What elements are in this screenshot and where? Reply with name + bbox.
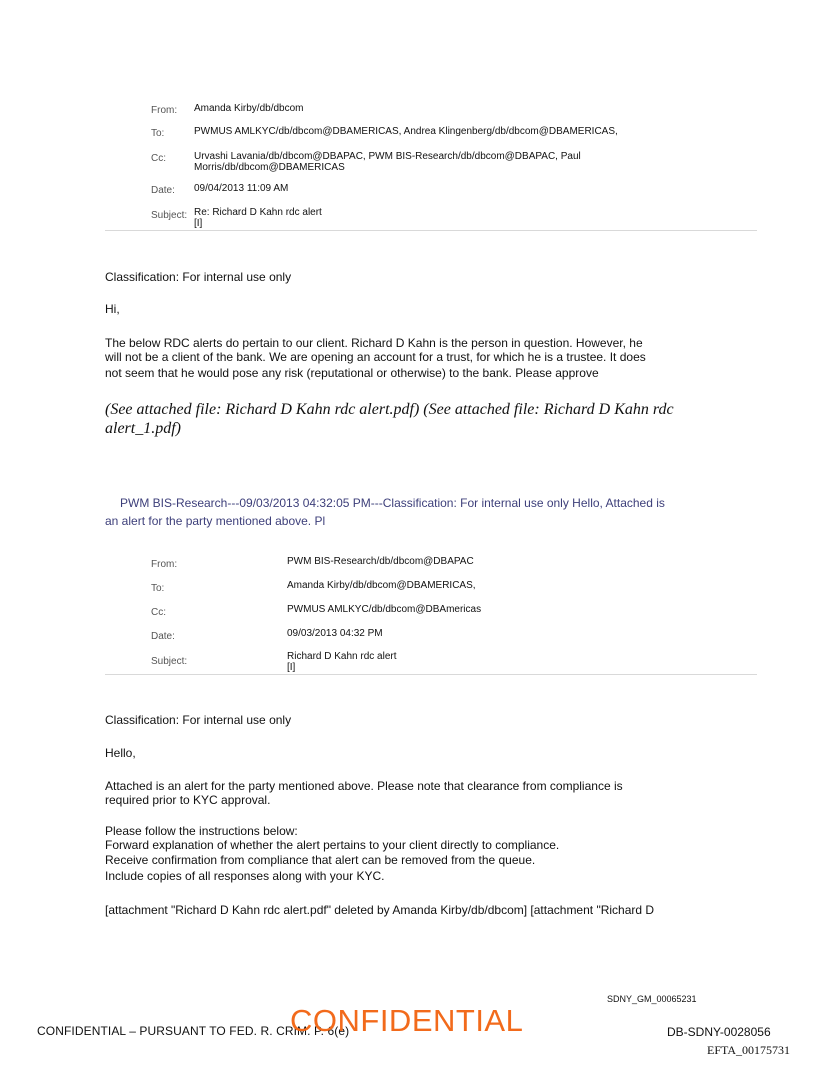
instructions-line3: Receive confirmation from compliance that alert can be removed from the queue. xyxy=(105,853,536,867)
instructions-line4: Include copies of all responses along with your KYC. xyxy=(105,869,385,883)
date-value: 09/03/2013 04:32 PM xyxy=(287,628,383,639)
greeting: Hello, xyxy=(105,746,136,760)
body-paragraph-line3: not seem that he would pose any risk (reputational or otherwise) to the bank. Please approve xyxy=(105,366,599,380)
subject-value-line1: Richard D Kahn rdc alert xyxy=(287,651,397,662)
date-label: Date: xyxy=(151,631,175,642)
cc-label: Cc: xyxy=(151,607,166,618)
bates-number-efta: EFTA_00175731 xyxy=(707,1043,791,1057)
to-label: To: xyxy=(151,583,165,594)
confidential-notice: CONFIDENTIAL – PURSUANT TO FED. R. CRIM. P. 6(e) xyxy=(37,1024,350,1038)
body-paragraph-line1: Attached is an alert for the party mentioned above. Please note that clearance from compliance is xyxy=(105,779,623,793)
cc-value-line1: Urvashi Lavania/db/dbcom@DBAPAC, PWM BIS-Research/db/dbcom@DBAPAC, Paul xyxy=(194,151,581,162)
instructions-line1: Please follow the instructions below: xyxy=(105,824,298,838)
subject-value-line1: Re: Richard D Kahn rdc alert xyxy=(194,207,322,218)
cc-value-line2: Morris/db/dbcom@DBAMERICAS xyxy=(194,162,345,173)
header-divider xyxy=(105,230,757,231)
classification-text: Classification: For internal use only xyxy=(105,713,292,727)
body-paragraph-line2: will not be a client of the bank. We are opening an account for a trust, for which he is a trustee. It does xyxy=(105,350,646,364)
cc-value: PWMUS AMLKYC/db/dbcom@DBAmericas xyxy=(287,604,482,615)
attachment-deleted-note: [attachment "Richard D Kahn rdc alert.pdf" deleted by Amanda Kirby/db/dbcom] [attachment "Richard D xyxy=(105,903,655,917)
cc-label: Cc: xyxy=(151,153,166,164)
subject-label: Subject: xyxy=(151,656,188,667)
classification-text: Classification: For internal use only xyxy=(105,270,292,284)
date-label: Date: xyxy=(151,185,175,196)
body-paragraph-line2: required prior to KYC approval. xyxy=(105,793,271,807)
bates-number-small: SDNY_GM_00065231 xyxy=(607,994,697,1004)
body-paragraph-line1: The below RDC alerts do pertain to our client. Richard D Kahn is the person in question. However, he xyxy=(105,336,643,350)
from-label: From: xyxy=(151,559,178,570)
greeting: Hi, xyxy=(105,302,120,316)
subject-value-line2: [I] xyxy=(287,662,296,673)
subject-label: Subject: xyxy=(151,210,188,221)
to-value: Amanda Kirby/db/dbcom@DBAMERICAS, xyxy=(287,580,476,591)
header-divider xyxy=(105,674,757,675)
quoted-summary-line2[interactable]: an alert for the party mentioned above. Pl xyxy=(105,514,326,528)
confidential-stamp: CONFIDENTIAL xyxy=(290,1003,524,1038)
from-label: From: xyxy=(151,105,178,116)
to-value: PWMUS AMLKYC/db/dbcom@DBAMERICAS, Andrea Klingenberg/db/dbcom@DBAMERICAS, xyxy=(194,126,618,137)
instructions-line2: Forward explanation of whether the alert pertains to your client directly to compliance. xyxy=(105,838,560,852)
date-value: 09/04/2013 11:09 AM xyxy=(194,183,289,194)
attachment-reference-line1[interactable]: (See attached file: Richard D Kahn rdc alert.pdf) (See attached file: Richard D Kahn rdc xyxy=(105,401,674,418)
attachment-reference-line2[interactable]: alert_1.pdf) xyxy=(105,420,181,437)
subject-value-line2: [I] xyxy=(194,218,203,229)
to-label: To: xyxy=(151,128,165,139)
from-value: PWM BIS-Research/db/dbcom@DBAPAC xyxy=(287,556,474,567)
bates-number-db: DB-SDNY-0028056 xyxy=(667,1025,771,1039)
from-value: Amanda Kirby/db/dbcom xyxy=(194,103,304,114)
quoted-summary-line1[interactable]: PWM BIS-Research---09/03/2013 04:32:05 PM---Classification: For internal use only Hello, Attached is xyxy=(120,496,665,510)
